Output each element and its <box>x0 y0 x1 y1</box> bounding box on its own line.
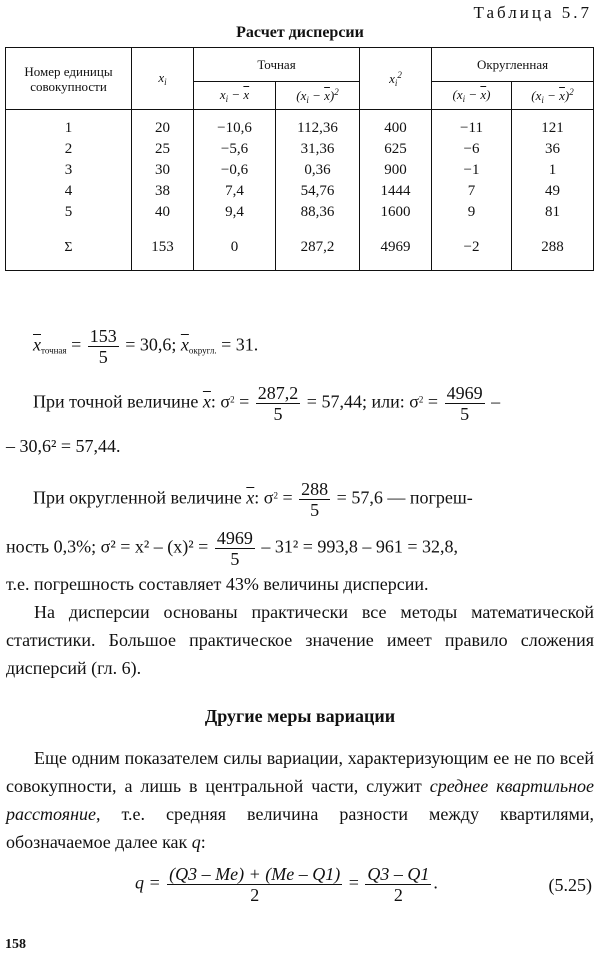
table-row: 5 40 9,4 88,36 1600 9 81 <box>6 202 594 223</box>
header-deviation-squared-exact: $(x_i - \overline{x})^2$ <box>276 82 360 110</box>
rounded-variance-line2: ность 0,3%; σ² = x² – (x)² = $\frac{4969}{5}$ – 31² = 993,8 – 961 = 32,8, <box>6 528 459 569</box>
header-deviation-exact: $x_i - \overline{x}$ <box>194 82 276 110</box>
header-xi: $x_i$ <box>132 48 194 110</box>
header-deviation-squared-rounded: $(x_i - \overline{x})^2$ <box>512 82 594 110</box>
header-deviation-rounded: $(x_i - \overline{x})$ <box>432 82 512 110</box>
table-row: 3 30 −0,6 0,36 900 −1 1 <box>6 160 594 181</box>
formula-5-25: q = $\frac{(Q3 - Me) + (Me - Q1)}{2}$ = $\frac{Q3 - Q1}{2}$ . <box>135 864 438 905</box>
table-title: Расчет дисперсии <box>236 24 364 41</box>
rounded-variance-formula: При округленной величине $\overline{x}$: $\sigma^2$ = $\frac{288}{5}$ = 57,6 — погреш- <box>33 479 473 520</box>
header-unit: Номер единицы совокупности <box>6 48 132 110</box>
exact-variance-line2: – 30,6² = 57,44. <box>6 436 121 456</box>
header-exact: Точная <box>194 48 360 82</box>
table-row: 2 25 −5,6 31,36 625 −6 36 <box>6 139 594 160</box>
section-heading: Другие меры вариации <box>204 706 396 726</box>
table-row: 1 20 −10,6 112,36 400 −11 121 <box>6 118 594 139</box>
dispersion-table <box>5 47 594 271</box>
page-number: 158 <box>5 937 26 952</box>
table-label: Таблица 5.7 <box>473 3 592 22</box>
paragraph-quartile-distance: Еще одним показателем силы вариации, характеризующим ее не по всей совокупности, а лишь в центральной части, служит среднее квартильное расстояние, т.е. средняя величина разности между квартилями, обозначаемое далее как q: <box>6 748 594 852</box>
paragraph-dispersion-methods: На дисперсии основаны практически все методы математической статистики. Большое практическое значение имеет правило сложения дисперсий (гл. 6). <box>6 602 594 678</box>
header-xi-squared: $x_i^2$ <box>360 48 432 110</box>
header-rounded: Округленная <box>432 48 594 82</box>
table-total-row: Σ 153 0 287,2 4969 −2 288 <box>6 235 594 261</box>
error-sentence: т.е. погрешность составляет 43% величины дисперсии. <box>6 574 429 594</box>
mean-formula: $\overline{x}_{точная}$ = $\frac{153}{5}$ = 30,6; $\overline{x}_{округл.} = 31$. <box>33 326 259 367</box>
equation-number: (5.25) <box>548 875 592 895</box>
exact-variance-formula: При точной величине $\overline{x}$: $\sigma^2$ = $\frac{287,2}{5}$ = 57,44; или: $\sigma^2$ = $\frac{4969}{5}$ – <box>33 383 501 424</box>
table-row: 4 38 7,4 54,76 1444 7 49 <box>6 181 594 202</box>
